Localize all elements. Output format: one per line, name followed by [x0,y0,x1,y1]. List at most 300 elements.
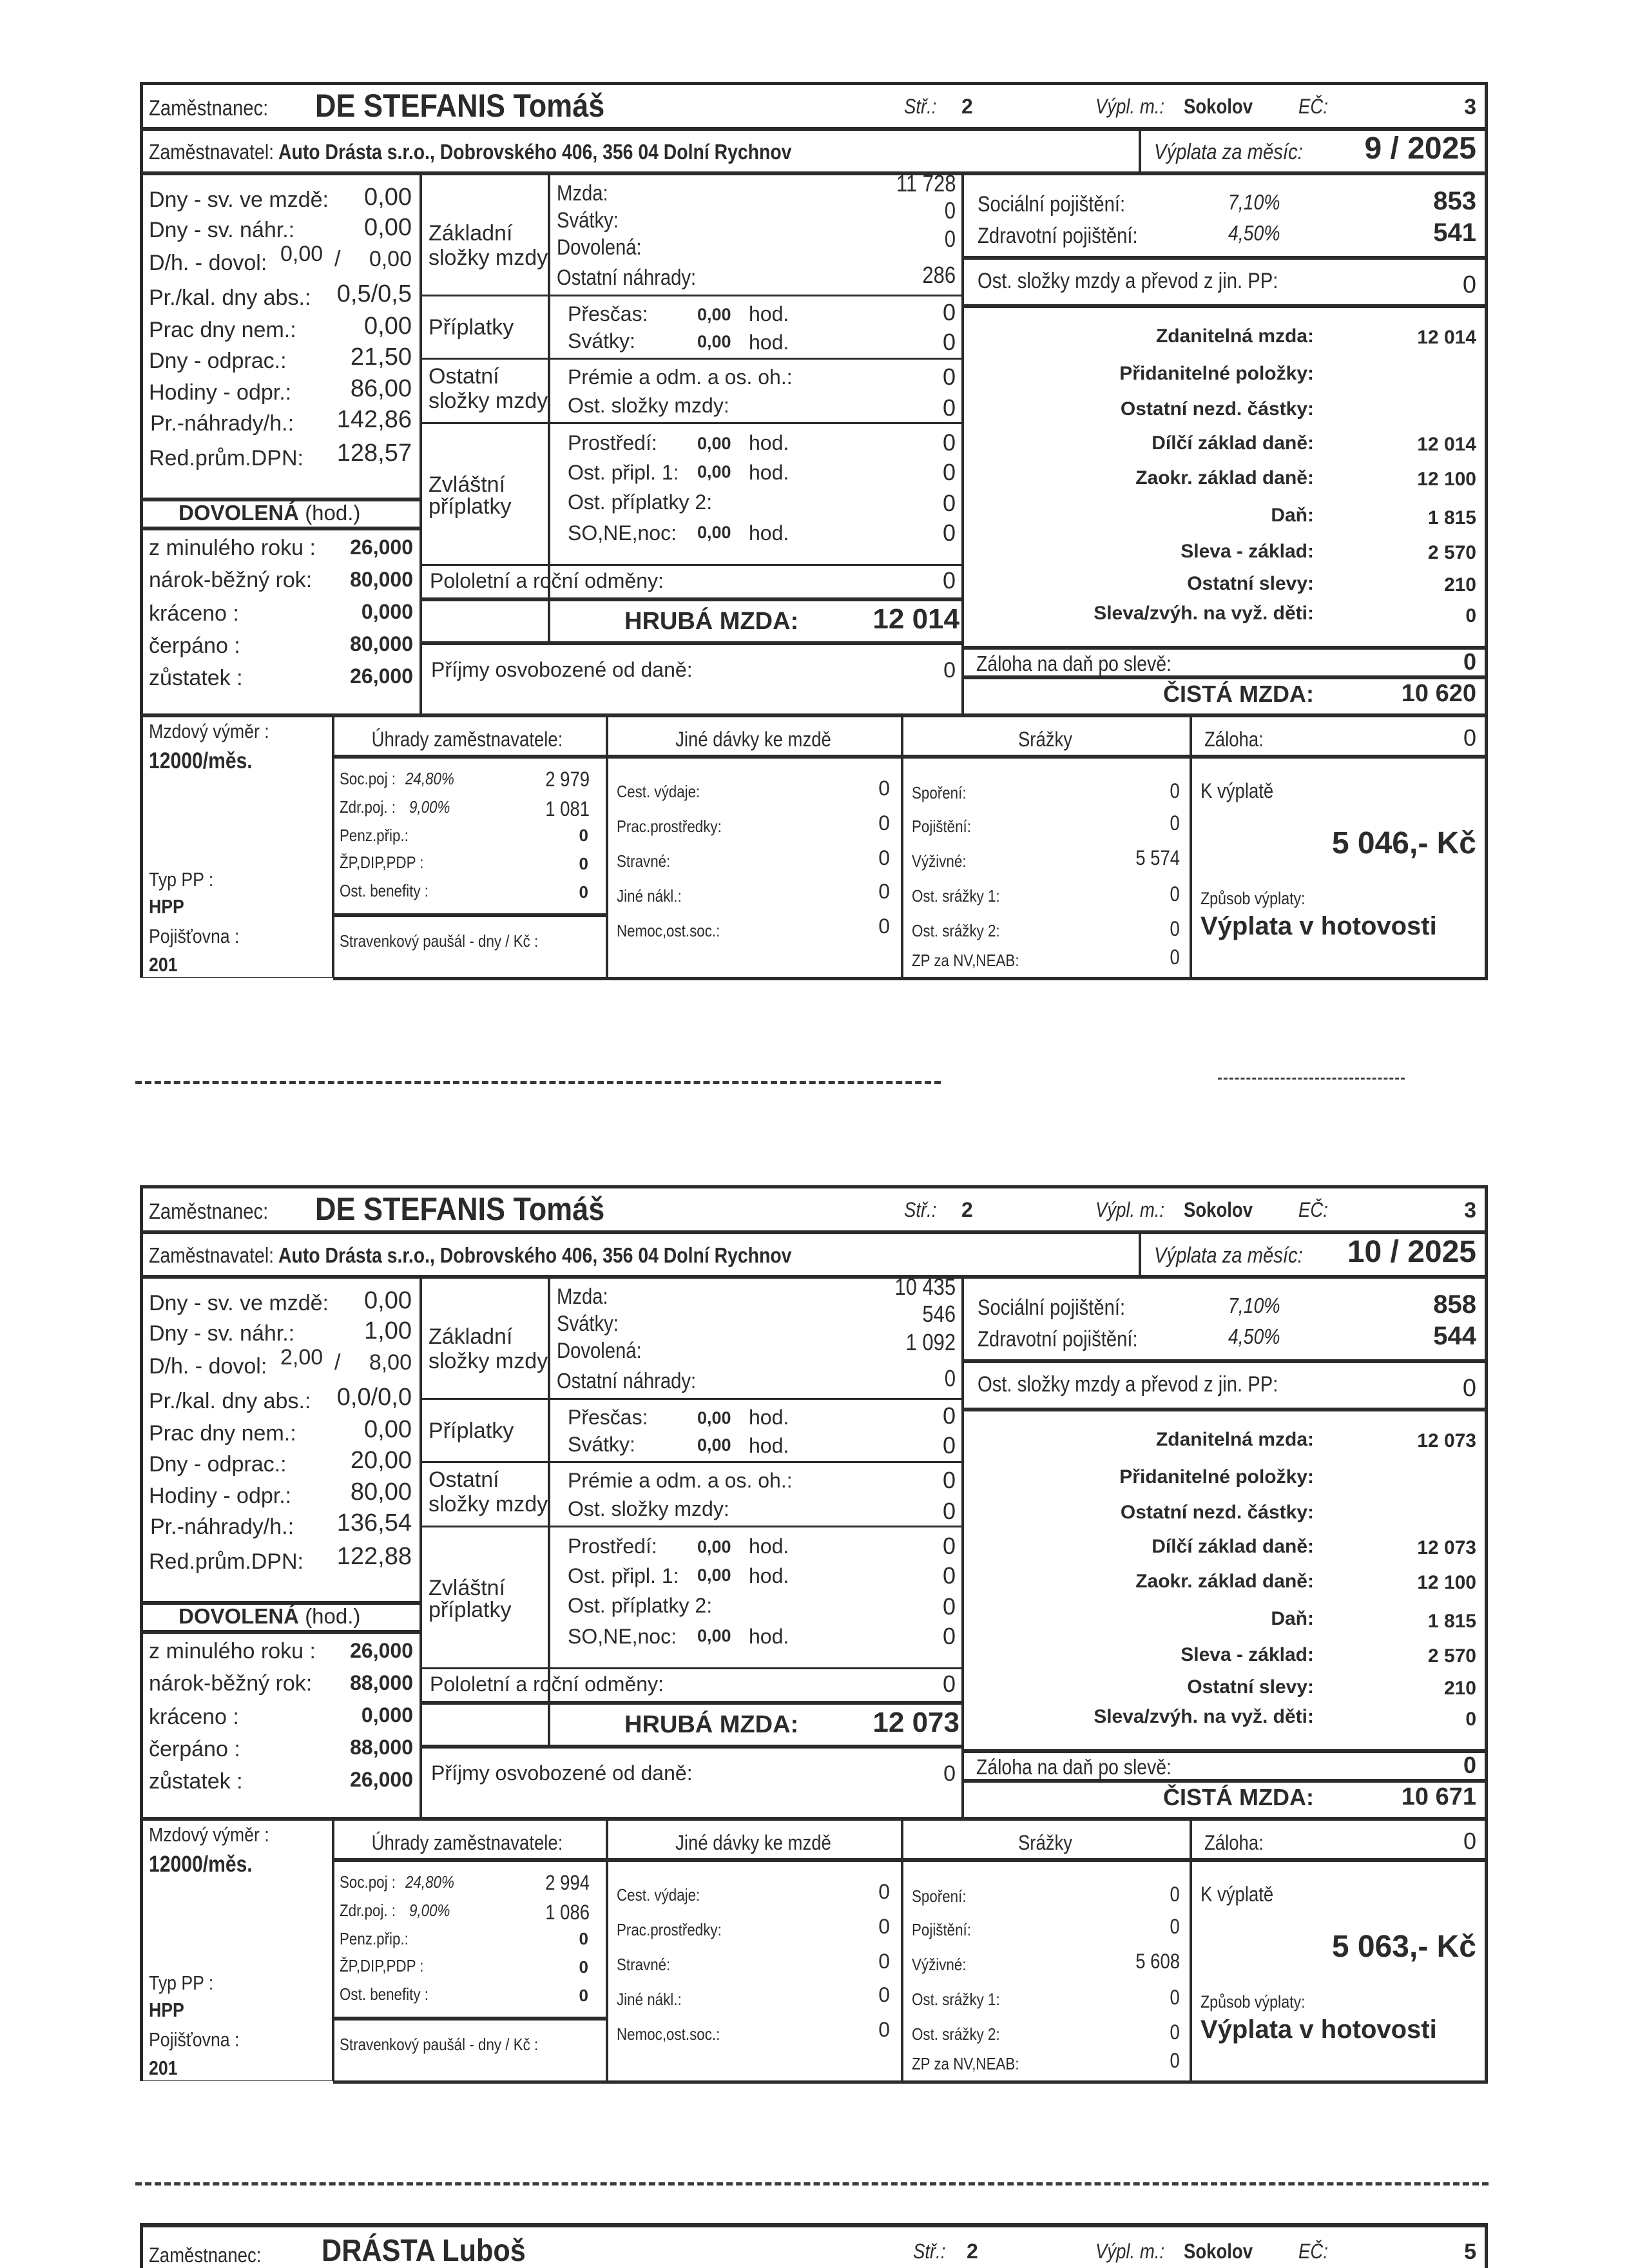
divider [419,1461,963,1463]
net-wage-label: ČISTÁ MZDA: [1163,681,1314,707]
value: 0 [878,1983,890,2006]
divider [961,1408,1488,1411]
label: Záloha na daň po slevě: [976,652,1171,675]
hours: 0,00 [697,434,731,453]
employee-name: DRÁSTA Luboš [322,2234,526,2268]
value: 26,000 [350,1639,413,1662]
value: 0 [1170,1986,1180,2009]
value: 0 [1463,1752,1476,1778]
hours-unit: hod. [749,331,789,354]
value: 0 [1463,648,1476,675]
value: 0 [942,567,956,594]
label: zůstatek : [149,1769,243,1794]
value: 0 [942,1623,956,1649]
spacer [140,2081,333,2084]
category-label: složky mzdy [429,1492,548,1517]
rate: 9,00% [409,797,450,817]
category-label: Ostatní [429,1468,499,1492]
rate: 7,10% [1228,1294,1280,1317]
label: Ost. příplatky 2: [568,490,713,514]
value: 0 [942,490,956,516]
label: Prostředí: [568,1535,657,1558]
label: Příjmy osvobozené od daně: [431,658,693,681]
value: 0 [942,429,956,456]
value: 0 [944,226,956,252]
hours: 0,00 [697,523,731,542]
vacation-unit: (hod.) [305,1604,361,1628]
label: Sociální pojištění: [978,1295,1126,1320]
label: Hodiny - odpr.: [149,380,292,405]
divider [419,1398,963,1400]
value: 0 [579,1929,588,1948]
value: 210 [1443,1678,1476,1699]
label: Přesčas: [568,1406,648,1429]
label: Ost. připl. 1: [568,461,679,484]
value: 0 [878,915,890,938]
divider [419,1526,963,1527]
label: Prémie a odm. a os. oh.: [568,365,793,389]
divider [140,2223,143,2268]
label: Ostatní slevy: [1187,573,1314,594]
ec-value: 3 [1464,95,1476,119]
employee-label: Zaměstnanec: [149,96,269,121]
payout-amount: 5 046,- Kč [1331,826,1476,860]
employer-label: Zaměstnavatel: [149,140,275,164]
divider [419,564,963,566]
ec-label: EČ: [1298,1198,1328,1221]
payslip-1 [140,82,1488,980]
value: 0 [878,1915,890,1938]
label: Ostatní náhrady: [557,1369,697,1393]
ec-label: EČ: [1298,95,1328,118]
hours: 0,00 [697,1408,731,1428]
vacation-title: DOVOLENÁ [178,1604,300,1628]
hours-unit: hod. [749,1564,789,1587]
divider [961,1749,1488,1753]
label: D/h. - dovol: [149,1354,267,1379]
value: 0 [1462,1375,1476,1402]
divider [140,1230,1488,1234]
label: Daň: [1271,505,1314,526]
employee-name: DE STEFANIS Tomáš [315,88,605,124]
divider [961,646,1488,650]
rate: 7,10% [1228,190,1280,214]
label: Typ PP : [149,868,214,891]
category-label: složky mzdy [429,389,548,413]
label: Záloha: [1204,728,1264,751]
employer-name: Auto Drásta s.r.o., Dobrovského 406, 356 04 Dolní Rychnov [278,1243,792,1267]
label: K výplatě [1200,779,1274,802]
divider [140,171,1488,175]
label: Zdravotní pojištění: [978,224,1138,248]
value: 1 815 [1427,507,1476,528]
vacation-heading [178,502,360,523]
label: Svátky: [568,1433,635,1456]
label: Stravenkový paušál - dny / Kč : [340,931,539,951]
divider [1139,1232,1141,1275]
payslip-frame [140,82,1488,980]
value: 0 [942,1593,956,1620]
value: 12 100 [1417,469,1476,490]
value: 88,000 [350,1736,413,1759]
label: z minulého roku : [149,536,316,560]
divider [140,1630,421,1634]
label: Stravné: [617,851,671,871]
label: Dny - sv. ve mzdě: [149,1291,329,1315]
payment-method: Výplata v hotovosti [1200,2015,1437,2044]
value: 0 [942,1533,956,1559]
value: 0 [942,299,956,325]
divider [332,755,1488,759]
gross-wage-label: HRUBÁ MZDA: [624,1711,799,1738]
hours-unit: hod. [749,461,789,484]
hours-unit: hod. [749,302,789,325]
label: Ostatní slevy: [1187,1676,1314,1698]
label: Ost. srážky 1: [912,1990,1000,2009]
value: 0 [878,1880,890,1903]
label: Prostředí: [568,431,657,454]
divider [961,172,964,713]
value: 0 [1170,779,1180,802]
hours-unit: hod. [749,1434,789,1457]
cut-line [135,1081,941,1084]
hours-unit: hod. [749,1535,789,1558]
label: Příjmy osvobozené od daně: [431,1761,693,1785]
label: Prac dny nem.: [149,1421,296,1446]
label: Dovolená: [557,1339,642,1363]
value: 0,00 [364,313,412,340]
label: Zdravotní pojištění: [978,1327,1138,1352]
value: 0 [1170,2049,1180,2072]
value: 0,000 [361,1703,413,1727]
label: Prac dny nem.: [149,318,296,342]
value: 8,00 [369,1350,412,1375]
value: 2,00 [280,1345,323,1370]
value: 0 [942,1467,956,1493]
value: 286 [922,262,956,288]
value: 0 [878,846,890,869]
divider [419,1275,422,1817]
category-label: Příplatky [429,1419,514,1443]
pay-place: Sokolov [1184,95,1253,118]
label: Sleva/zvýh. na vyž. děti: [1094,603,1314,624]
label: Ost. srážky 2: [912,2024,1000,2044]
label: Ost. příplatky 2: [568,1594,713,1617]
divider [419,172,422,713]
section-header: Úhrady zaměstnavatele: [371,1831,563,1854]
vacation-unit: (hod.) [305,501,361,525]
label: Zdanitelná mzda: [1155,1429,1314,1450]
label: Ost. složky mzdy: [568,1497,729,1520]
page-number: 2 [961,1198,973,1221]
divider [419,1701,963,1705]
value: 12 014 [1417,327,1476,348]
label: Pr.-náhrady/h.: [150,411,294,436]
divider [140,527,421,530]
section-header: Srážky [1017,1831,1073,1854]
pay-place: Sokolov [1184,2240,1253,2263]
value: 0,00 [369,247,412,271]
divider [140,127,1488,131]
label: Výživné: [912,851,967,871]
value: 1 092 [905,1329,956,1355]
value: 5 574 [1135,846,1180,869]
label: Přesčas: [568,302,648,325]
label: nárok-běžný rok: [149,1671,313,1696]
value: 546 [922,1301,956,1327]
hours: 0,00 [697,1565,731,1585]
value: 0 [579,1957,588,1977]
gross-wage: 12 073 [872,1707,959,1738]
value: 0,00 [280,242,323,266]
label: Dny - sv. náhr.: [149,218,295,242]
label: Mzda: [557,1284,608,1309]
label: Ostatní nezd. částky: [1120,1502,1314,1523]
label: Dílčí základ daně: [1152,432,1314,454]
divider [961,675,1488,679]
label: K výplatě [1200,1883,1274,1906]
page-number: 2 [967,2240,978,2263]
value: 26,000 [350,536,413,559]
payslip-2 [140,1185,1488,2084]
label: Hodiny - odpr.: [149,1484,292,1508]
label: Prac.prostředky: [617,1920,722,1939]
category-label: Ostatní [429,364,499,389]
label: Mzdový výměr : [149,720,269,742]
hours: 0,00 [697,305,731,324]
divider [140,2223,1488,2227]
value: 0 [1170,945,1180,969]
rate: 24,80% [405,1872,454,1892]
label: Pojišťovna : [149,925,240,947]
payout-amount: 5 063,- Kč [1331,1930,1476,1964]
wage-assessment: 12000/měs. [149,748,253,773]
value: 26,000 [350,664,413,688]
label: Ost. složky mzdy a převod z jin. PP: [978,269,1278,293]
label: Cest. výdaje: [617,1885,700,1905]
label: Typ PP : [149,1972,214,1994]
rate: 4,50% [1228,221,1280,245]
vacation-title: DOVOLENÁ [178,501,300,525]
value: 0,000 [361,600,413,623]
value: 0 [878,811,890,835]
value: 0 [942,329,956,355]
label: Sleva/zvýh. na vyž. děti: [1094,1706,1314,1727]
value: 210 [1443,574,1476,596]
separator: / [334,1350,341,1375]
label: Penz.přip.: [340,826,409,845]
value: 0 [942,1402,956,1429]
ec-value: 5 [1464,2240,1476,2264]
payslip-partial [140,2223,1488,2268]
hours-unit: hod. [749,1406,789,1429]
value: 1 086 [545,1901,590,1924]
value: 0 [878,880,890,903]
value: 0 [1170,1915,1180,1938]
value: 0 [942,519,956,546]
insurer-code: 201 [149,2057,178,2079]
divider [961,1779,1488,1783]
label: Dny - sv. náhr.: [149,1321,295,1346]
value: 1 815 [1427,1611,1476,1632]
label: Způsob výplaty: [1200,1992,1306,2011]
label: Svátky: [557,208,619,233]
value: 20,00 [350,1447,412,1474]
category-label: příplatky [429,494,512,519]
payment-method: Výplata v hotovosti [1200,912,1437,940]
value: 0 [1170,1883,1180,1906]
label: Sociální pojištění: [978,192,1126,217]
category-label: Zvláštní [429,472,506,497]
label: D/h. - dovol: [149,251,267,275]
value: 0 [579,854,588,873]
category-label: Základní [429,1324,513,1349]
pay-month-label: Výplata za měsíc: [1154,1243,1303,1268]
section-header: Úhrady zaměstnavatele: [371,728,563,751]
label: Přidanitelné položky: [1119,363,1314,384]
value: 86,00 [350,375,412,402]
divider [961,304,1488,308]
label: Výživné: [912,1955,967,1974]
value: 142,86 [336,406,412,433]
page-number: 2 [961,95,973,118]
value: 12 073 [1417,1537,1476,1558]
hours: 0,00 [697,1435,731,1455]
label: Zdr.poj. : [340,1901,396,1920]
label: Red.prům.DPN: [149,1549,304,1574]
category-label: Zvláštní [429,1576,506,1600]
category-label: příplatky [429,1598,512,1622]
employer-label: Zaměstnavatel: [149,1243,275,1267]
value: 0 [943,658,956,683]
vacation-heading [178,1605,360,1627]
value: 0 [1462,271,1476,298]
value: 80,00 [350,1478,412,1506]
label: Mzdový výměr : [149,1823,269,1846]
label: Stravné: [617,1955,671,1974]
value: 544 [1433,1322,1476,1350]
label: Prémie a odm. a os. oh.: [568,1469,793,1492]
value: 0 [1170,811,1180,835]
label: ZP za NV,NEAB: [912,951,1019,970]
hours: 0,00 [697,462,731,481]
label: Spoření: [912,1886,967,1906]
label: Pr./kal. dny abs.: [149,286,311,310]
value: 0 [878,777,890,800]
value: 0 [942,1498,956,1524]
label: Pololetní a roční odměny: [430,569,664,592]
divider [1485,2223,1488,2268]
label: Sleva - základ: [1181,1644,1314,1665]
value: 541 [1433,218,1476,247]
label: Pololetní a roční odměny: [430,1672,664,1696]
value: 0 [1465,1709,1476,1730]
label: Pr./kal. dny abs.: [149,1389,311,1413]
value: 12 100 [1417,1572,1476,1593]
advance-value: 0 [1463,724,1476,751]
pay-month: 9 / 2025 [1364,131,1476,166]
value: 0,0/0,0 [336,1384,412,1411]
page-label: Stř.: [904,95,937,118]
pay-month: 10 / 2025 [1347,1235,1476,1269]
pay-place-label: Výpl. m.: [1095,2240,1165,2263]
label: ŽP,DIP,PDP : [340,853,424,872]
rate: 9,00% [409,1901,450,1920]
label: ZP za NV,NEAB: [912,2054,1019,2073]
pay-place-label: Výpl. m.: [1095,95,1165,118]
value: 21,50 [350,344,412,371]
label: Pojišťovna : [149,2028,240,2051]
page-label: Stř.: [904,1198,937,1221]
rate: 4,50% [1228,1324,1280,1348]
divider [332,2017,607,2021]
value: 0 [944,197,956,224]
label: SO,NE,noc: [568,521,677,545]
label: Ost. složky mzdy a převod z jin. PP: [978,1372,1278,1397]
label: Zdr.poj. : [340,797,396,817]
net-wage-label: ČISTÁ MZDA: [1163,1784,1314,1810]
label: Ost. benefity : [340,881,429,900]
value: 0 [1170,2021,1180,2044]
value: 0 [579,1986,588,2005]
label: Nemoc,ost.soc.: [617,2024,720,2044]
label: Přidanitelné položky: [1119,1466,1314,1488]
label: Mzda: [557,181,608,206]
label: zůstatek : [149,666,243,690]
hours: 0,00 [697,1537,731,1556]
employee-label: Zaměstnanec: [149,1199,269,1224]
value: 0 [942,1562,956,1589]
label: Zaokr. základ daně: [1135,1571,1314,1592]
label: Zaokr. základ daně: [1135,467,1314,489]
employee-label: Zaměstnanec: [149,2244,262,2267]
value: 80,000 [350,632,413,655]
label: ŽP,DIP,PDP : [340,1956,424,1975]
label: kráceno : [149,601,239,626]
label: Ost. složky mzdy: [568,394,729,417]
label: Ost. srážky 2: [912,921,1000,940]
section-header: Jiné dávky ke mzdě [675,728,831,751]
employment-type: HPP [149,895,184,918]
value: 0 [1170,917,1180,940]
value: 5 608 [1135,1950,1180,1973]
pay-place: Sokolov [1184,1198,1253,1221]
label: Dny - odprac.: [149,349,287,373]
hours-unit: hod. [749,1625,789,1648]
label: Ost. srážky 1: [912,886,1000,906]
label: Sleva - základ: [1181,541,1314,562]
value: 0 [942,363,956,390]
value: 1 081 [545,797,590,820]
label: Cest. výdaje: [617,782,700,801]
value: 0 [942,1671,956,1697]
pay-place-label: Výpl. m.: [1095,1198,1165,1221]
ec-label: EČ: [1298,2240,1328,2263]
hours: 0,00 [697,332,731,351]
label: čerpáno : [149,1737,240,1761]
net-wage: 10 620 [1401,680,1476,707]
value: 2 570 [1427,1645,1476,1667]
value: 0 [1170,882,1180,906]
hours-unit: hod. [749,431,789,454]
label: Pr.-náhrady/h.: [150,1515,294,1539]
employee-name: DE STEFANIS Tomáš [315,1191,605,1227]
category-label: složky mzdy [429,1349,548,1373]
divider [419,641,963,645]
label: Spoření: [912,783,967,802]
label: Dny - sv. ve mzdě: [149,188,329,212]
divider [419,1667,963,1669]
